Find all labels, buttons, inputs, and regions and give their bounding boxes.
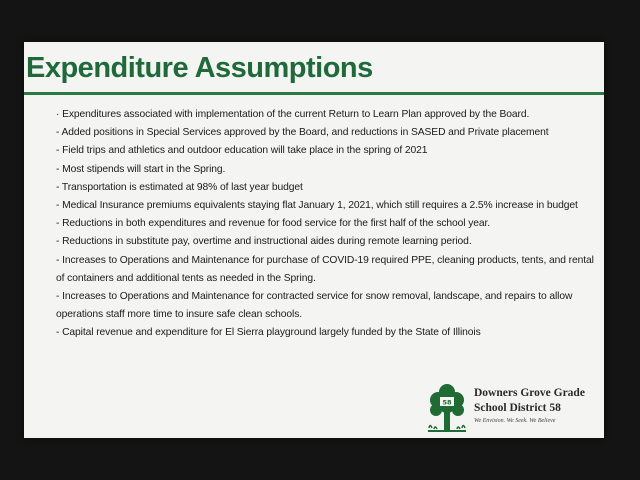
bullet-item: - Reductions in both expenditures and revenue for food service for the first half of the school year. [56, 218, 491, 230]
bullet-item: - Most stipends will start in the Spring. [56, 163, 226, 175]
svg-text:58: 58 [442, 398, 452, 407]
district-tagline: We Envision. We Seek. We Believe [474, 418, 556, 424]
district-name-line2: School District 58 [474, 402, 561, 414]
bullet-item: - Added positions in Special Services approved by the Board, and reductions in SASED and Private placement [56, 127, 549, 139]
bullet-item: · Expenditures associated with implementation of the current Return to Learn Plan approved by the Board. [56, 109, 530, 120]
bullet-item: - Increases to Operations and Maintenance for contracted service for snow removal, landscape, and repairs to allow operations staff more time to insure safe clean schools. [56, 291, 573, 321]
bullet-list [56, 106, 596, 343]
bullet-item: - Capital revenue and expenditure for El Sierra playground largely funded by the State of Illinois [56, 327, 481, 339]
bullet-item: - Increases to Operations and Maintenance for purchase of COVID-19 required PPE, cleaning products, tents, and rental of containers and additional tents as needed in the Spring. [56, 254, 594, 284]
tree-icon [426, 382, 468, 434]
bullet-item: - Transportation is estimated at 98% of last year budget [56, 181, 303, 193]
slide [24, 42, 604, 438]
district-name [474, 386, 604, 416]
bullet-item: - Reductions in substitute pay, overtime and instructional aides during remote learning period. [56, 236, 472, 248]
title-divider [24, 92, 604, 95]
district-logo [426, 382, 604, 436]
slide-title: Expenditure Assumptions [26, 52, 373, 84]
district-name-line1: Downers Grove Grade [474, 387, 585, 399]
bullet-item: - Field trips and athletics and outdoor education will take place in the spring of 2021 [56, 145, 428, 157]
bullet-item: - Medical Insurance premiums equivalents staying flat January 1, 2021, which still requires a 2.5% increase in budget [56, 200, 578, 212]
